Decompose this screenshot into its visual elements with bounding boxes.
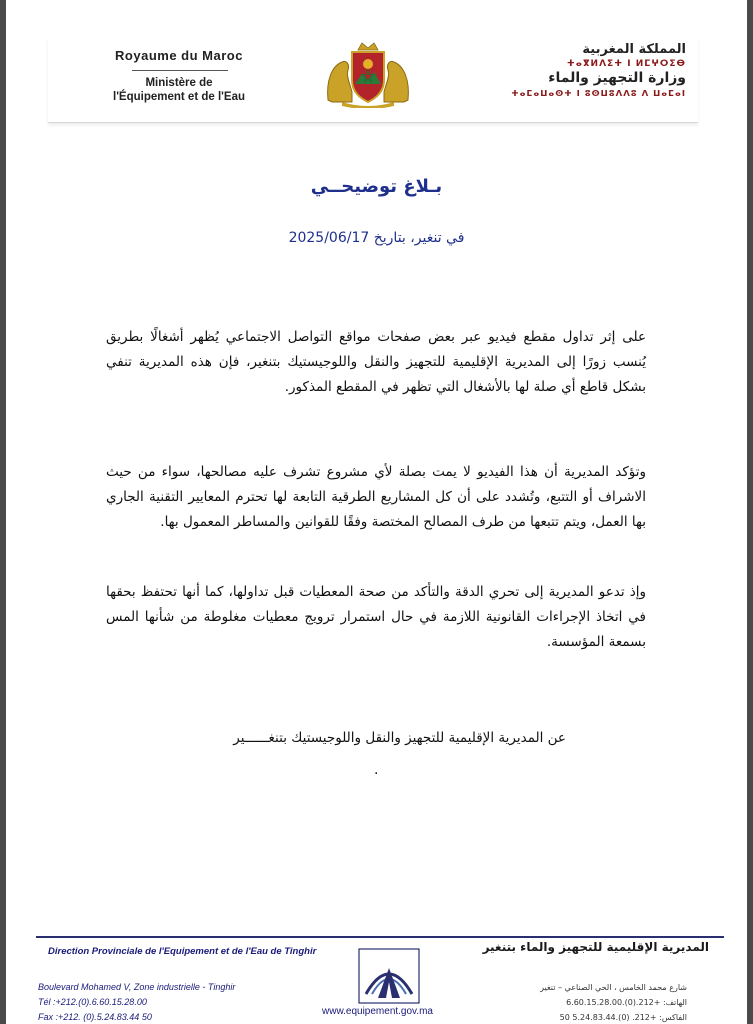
ministry-name-ar: وزارة التجهيز والماء bbox=[548, 70, 686, 86]
kingdom-name-fr: Royaume du Maroc bbox=[115, 48, 243, 63]
footer-divider bbox=[36, 936, 724, 938]
footer-title-fr: Direction Provinciale de l'Equipement et de l'Eau de Tinghir bbox=[48, 946, 317, 957]
footer-fax-ar: الفاكس: +212. (0).5.24.83.44 50 bbox=[559, 1013, 687, 1022]
footer-address-fr-street: Boulevard Mohamed V, Zone industrielle - Tinghir bbox=[38, 982, 236, 992]
footer-title-ar: المديرية الإقليمية للتجهيز والماء بتنغير bbox=[482, 940, 709, 954]
document-title: بـلاغ توضيحــي bbox=[310, 176, 443, 197]
ministry-name-tifinagh: ⵜⴰⵎⴰⵡⴰⵙⵜ ⵏ ⵓⵙⵡⵓⴷⴷⵓ ⴷ ⵡⴰⵎⴰⵏ bbox=[511, 89, 686, 99]
letterhead bbox=[48, 38, 698, 123]
footer-phone-ar: الهاتف: +212.(0).6.60.15.28.00 bbox=[566, 998, 687, 1007]
signature-mark: . bbox=[374, 762, 379, 778]
signature-line: عن المديرية الإقليمية للتجهيز والنقل واللوجيستيك بتنغــــــير bbox=[233, 730, 566, 746]
document-page bbox=[6, 0, 747, 1024]
paragraph-3: وإذ تدعو المديرية إلى تحري الدقة والتأكد من صحة المعطيات قبل تداولها، كما أنها تحتفظ بحقها في اتخاذ الإجراءات القانونية اللازمة في حال استمرار ترويج معطيات مغلوطة من شأنها المس بسمعة المؤسسة. bbox=[106, 584, 646, 650]
footer-address-fr bbox=[38, 980, 235, 1024]
ministry-name-fr-line2: l'Équipement et de l'Eau bbox=[113, 91, 245, 103]
date-line: في تنغير، بتاريخ 2025/06/17 bbox=[288, 230, 465, 246]
letterhead-arabic bbox=[486, 42, 686, 99]
footer-address-ar-street: شارع محمد الخامس ، الحي الصناعي – تنغير bbox=[540, 983, 687, 992]
footer-address-ar bbox=[540, 980, 687, 1024]
letterhead-rule bbox=[132, 70, 228, 71]
paragraph-1: على إثر تداول مقطع فيديو عبر بعض صفحات مواقع التواصل الاجتماعي يُظهر أشغالًا بطريق يُنسب زورًا إلى المديرية الإقليمية للتجهيز والنقل واللوجيستيك بتنغير، فإن هذه المديرية تنفي بشكل قاطع أي صلة لها بالأشغال التي تظهر في المقطع المذكور. bbox=[106, 329, 646, 395]
footer-fax-fr: Fax :+212. (0).5.24.83.44 50 bbox=[38, 1012, 152, 1022]
moroccan-coat-of-arms-icon bbox=[322, 40, 414, 108]
letterhead-french bbox=[64, 48, 294, 103]
footer-phone-fr: Tél :+212.(0).6.60.15.28.00 bbox=[38, 997, 147, 1007]
kingdom-name-tifinagh: ⵜⴰⴳⵍⴷⵉⵜ ⵏ ⵍⵎⵖⵔⵉⴱ bbox=[566, 59, 686, 69]
footer-website-link[interactable]: www.equipement.gov.ma bbox=[322, 1006, 433, 1017]
ministry-name-fr-line1: Ministère de bbox=[145, 77, 213, 89]
paragraph-2: وتؤكد المديرية أن هذا الفيديو لا يمت بصلة لأي مشروع تشرف عليه مصالحها، سواء من حيث الاشراف أو التتبع، وتُشدد على أن كل المشاريع الطرقية التابعة لها تحترم المعايير التقنية الجاري بها العمل، ويتم تتبعها من طرف المصالح المختصة وفقًا للقوانين والمساطر المعمول بها. bbox=[106, 464, 646, 530]
kingdom-name-ar: المملكة المغربية bbox=[582, 42, 686, 57]
ministry-logo-icon bbox=[358, 948, 420, 1004]
